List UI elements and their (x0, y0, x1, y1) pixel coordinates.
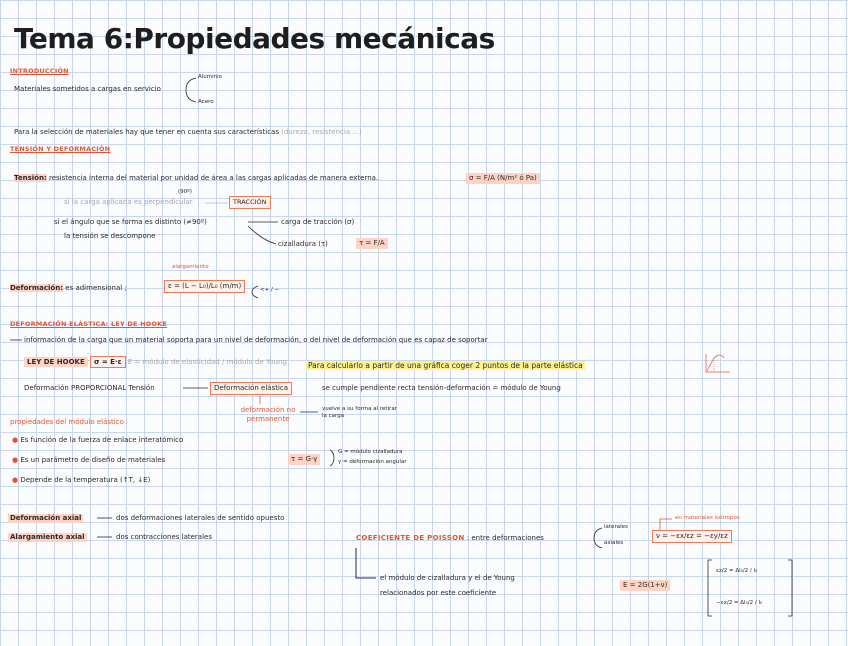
vuelve-text: vuelve a su forma al retirar la carga (322, 406, 397, 419)
alarg-axial-text: dos contracciones laterales (116, 533, 212, 541)
poisson-heading: COEFICIENTE DE POISSON (356, 534, 465, 542)
modulo-item-2-text: Es un parámetro de diseño de materiales (20, 456, 166, 464)
alargamiento-label: alargamiento (172, 264, 209, 270)
tension-formula: σ = F/A (N/m² ó Pa) (466, 173, 540, 184)
pendiente-text: se cumple pendiente recta tensión-deformación = módulo de Young (322, 384, 561, 392)
e-formula: E = 2G(1+ν) (620, 580, 670, 591)
ley-label: LEY DE HOOKE (24, 357, 88, 367)
deformacion-branch: <+ / − (260, 287, 280, 293)
poisson-laterales: laterales (604, 524, 628, 530)
modulo-item-2: ● Es un parámetro de diseño de materiales (12, 456, 166, 464)
def-axial: Deformación axial (10, 514, 82, 522)
tension-heading: TENSIÓN Y DEFORMACIÓN (10, 145, 111, 153)
branch-acero: Acero (198, 99, 214, 105)
g-formula: τ = G·γ (288, 454, 320, 465)
matrix-top: εz/2 = Δl₀/2 / l₀ (716, 568, 758, 574)
poisson-text: : entre deformaciones (466, 534, 544, 542)
ley-gray: E = módulo de elasticidad / módulo de Young (127, 358, 287, 366)
page-title: Tema 6:Propiedades mecánicas (14, 22, 495, 55)
branch-aluminio: Aluminio (198, 74, 223, 80)
selection-text (14, 128, 362, 137)
angle-line1: si el ángulo que se forma es distinto (≠90º) (54, 218, 207, 226)
tau-formula: τ = F/A (356, 238, 388, 249)
gamma-def: γ = deformación angular (338, 459, 407, 465)
intro-text: Materiales sometidos a cargas en servicio (14, 85, 161, 93)
poisson-isotropos: en materiales isótropos (675, 515, 740, 521)
yellow-note: Para calcularlo a partir de una gráfica coger 2 puntos de la parte elástica (308, 361, 583, 370)
poisson-line (356, 534, 544, 543)
perp-text: si la carga aplicada es perpendicular (64, 198, 193, 206)
angle-line2: la tensión se descompone (64, 232, 156, 240)
modulo-item-3: ● Depende de la temperatura (↑T, ↓E) (12, 476, 151, 484)
g-def: G = módulo cizalladura (338, 449, 403, 455)
ley-line (24, 358, 287, 367)
carga-traccion: carga de tracción (σ) (281, 218, 355, 226)
def-elastica-box: Deformación elástica (210, 382, 292, 395)
prop-line: Deformación PROPORCIONAL Tensión (24, 384, 155, 392)
poisson-axiales: axiales (604, 540, 624, 546)
intro-heading: INTRODUCCIÓN (10, 67, 69, 75)
angle-note: (90º) (178, 189, 192, 195)
no-permanente: deformación no permanente (240, 406, 296, 423)
traccion-box: TRACCIÓN (229, 196, 271, 209)
selection-main: Para la selección de materiales hay que tener en cuenta sus características (14, 128, 279, 136)
tension-definition-line (14, 174, 378, 183)
tension-definition: resistencia interna del material por unidad de área a las cargas aplicadas de manera externa. (48, 174, 379, 182)
selection-gray: (dureza, resistencia ...) (281, 128, 362, 136)
deformacion-formula: ε = (L − L₀)/L₀ (m/m) (164, 280, 245, 293)
hooke-heading: DEFORMACIÓN ELÁSTICA: LEY DE HOOKE (10, 320, 168, 328)
relation-line2: relacionados por este coeficiente (380, 589, 497, 597)
modulo-item-3-text: Depende de la temperatura (↑T, ↓E) (20, 476, 151, 484)
deformacion-text: es adimensional ; (65, 284, 127, 292)
alarg-axial: Alargamiento axial (10, 533, 85, 541)
poisson-formula: ν = −εx/εz = −εy/εz (652, 530, 732, 543)
matrix-bottom: −εx/2 = Δl₀/2 / l₀ (716, 600, 763, 606)
modulo-item-1: ● Es función de la fuerza de enlace interatómico (12, 436, 184, 444)
modulo-item-1-text: Es función de la fuerza de enlace interatómico (20, 436, 184, 444)
relation-line1: el módulo de cizalladura y el de Young (380, 574, 515, 582)
ley-formula: σ = E·ε (90, 356, 126, 368)
modulo-heading: propiedades del módulo elástico (10, 418, 124, 426)
deformacion-line (10, 284, 127, 293)
tension-label: Tensión: (14, 174, 47, 182)
def-axial-text: dos deformaciones laterales de sentido opuesto (116, 514, 285, 522)
hooke-info: información de la carga que un material soporta para un nivel de deformación, o del nivel de deformación que es capaz de soportar (24, 336, 488, 344)
deformacion-label: Deformación: (10, 284, 64, 292)
cizalladura: cizalladura (τ) (278, 240, 328, 248)
